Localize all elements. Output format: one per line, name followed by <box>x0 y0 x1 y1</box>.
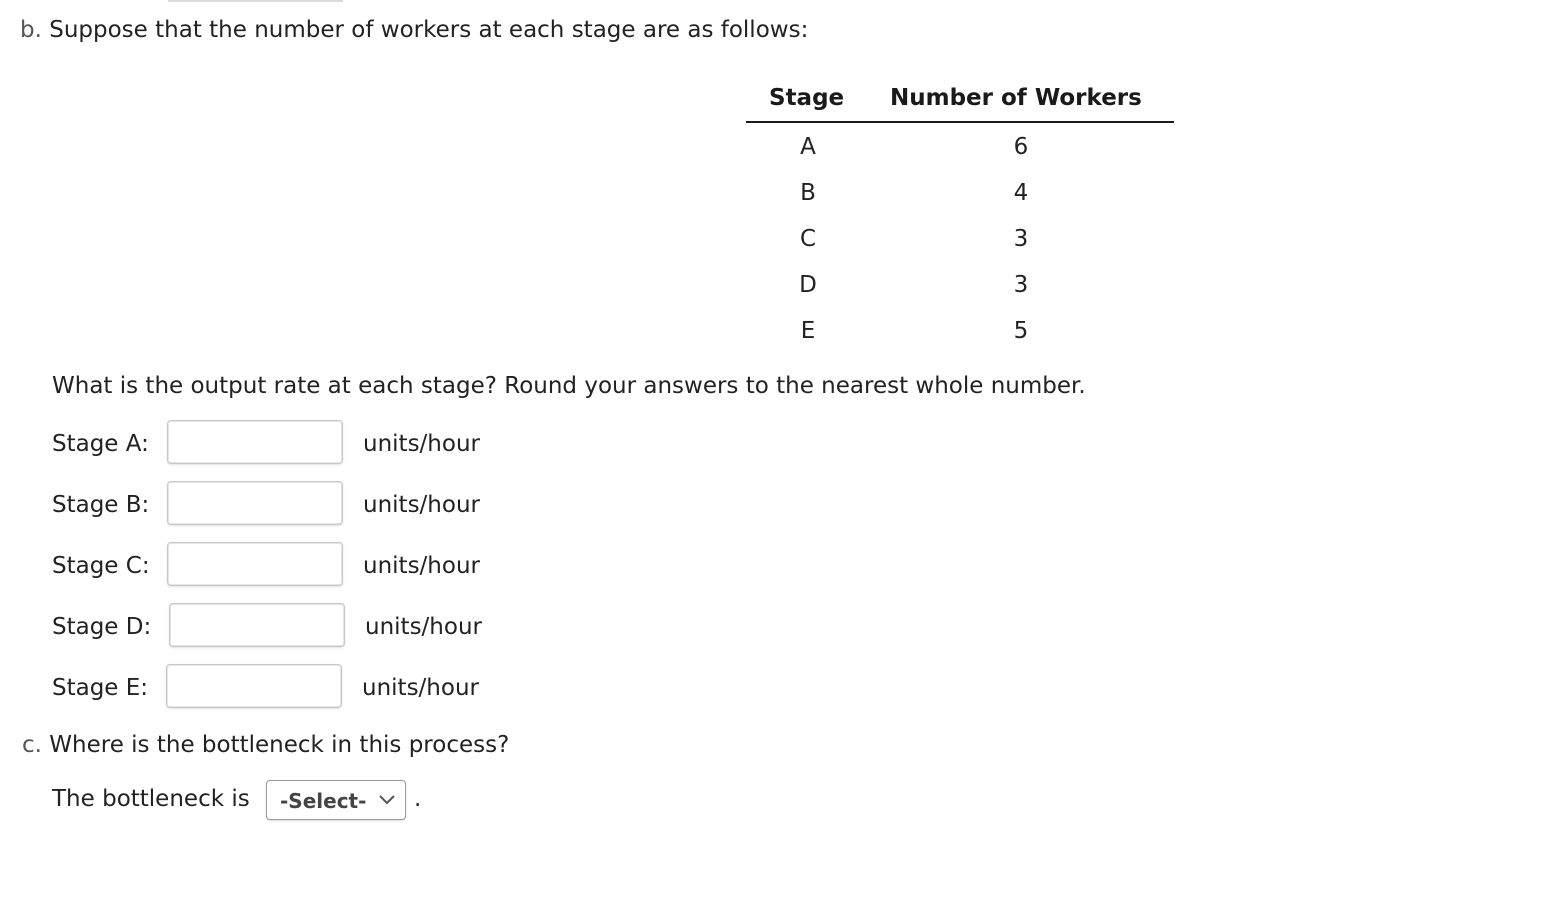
stage-c-input[interactable] <box>167 542 343 586</box>
stage-c-label: Stage C: <box>52 553 150 579</box>
table-cell-workers: 3 <box>1013 226 1029 252</box>
stage-d-label: Stage D: <box>52 614 152 640</box>
stage-d-input[interactable] <box>169 603 345 647</box>
part-b-prompt <box>20 16 808 44</box>
part-b-letter: b. <box>20 17 42 43</box>
part-b-text: Suppose that the number of workers at each stage are as follows: <box>49 17 809 43</box>
stage-e-input[interactable] <box>166 664 342 708</box>
table-cell-workers: 5 <box>1013 318 1029 344</box>
top-divider <box>168 0 343 2</box>
bottleneck-select-value: -Select- <box>280 789 367 813</box>
stage-b-label: Stage B: <box>52 492 150 518</box>
table-cell-stage: D <box>799 272 817 298</box>
stage-a-unit: units/hour <box>363 431 480 457</box>
stage-b-input[interactable] <box>167 481 343 525</box>
stage-a-label: Stage A: <box>52 431 149 457</box>
stage-b-unit: units/hour <box>363 492 480 518</box>
stage-e-label: Stage E: <box>52 675 149 701</box>
output-rate-question: What is the output rate at each stage? Round your answers to the nearest whole number. <box>52 373 1086 399</box>
table-cell-workers: 6 <box>1013 134 1029 160</box>
table-cell-workers: 3 <box>1013 272 1029 298</box>
table-cell-stage: E <box>800 318 816 344</box>
part-c-text: Where is the bottleneck in this process? <box>49 732 510 758</box>
table-header-rule <box>746 121 1174 123</box>
stage-a-input[interactable] <box>167 420 343 464</box>
table-cell-workers: 4 <box>1013 180 1029 206</box>
part-c-prompt <box>22 731 509 759</box>
stage-e-unit: units/hour <box>362 675 479 701</box>
chevron-down-icon <box>377 791 397 809</box>
bottleneck-label: The bottleneck is <box>52 786 250 812</box>
table-header-workers: Number of Workers <box>890 85 1142 111</box>
stage-c-unit: units/hour <box>363 553 480 579</box>
table-header-stage: Stage <box>769 85 845 111</box>
table-cell-stage: C <box>799 226 817 252</box>
table-cell-stage: B <box>800 180 816 206</box>
stage-d-unit: units/hour <box>365 614 482 640</box>
table-cell-stage: A <box>800 134 816 160</box>
part-c-letter: c. <box>22 732 42 758</box>
sentence-period: . <box>414 786 422 812</box>
bottleneck-select[interactable] <box>266 780 406 820</box>
